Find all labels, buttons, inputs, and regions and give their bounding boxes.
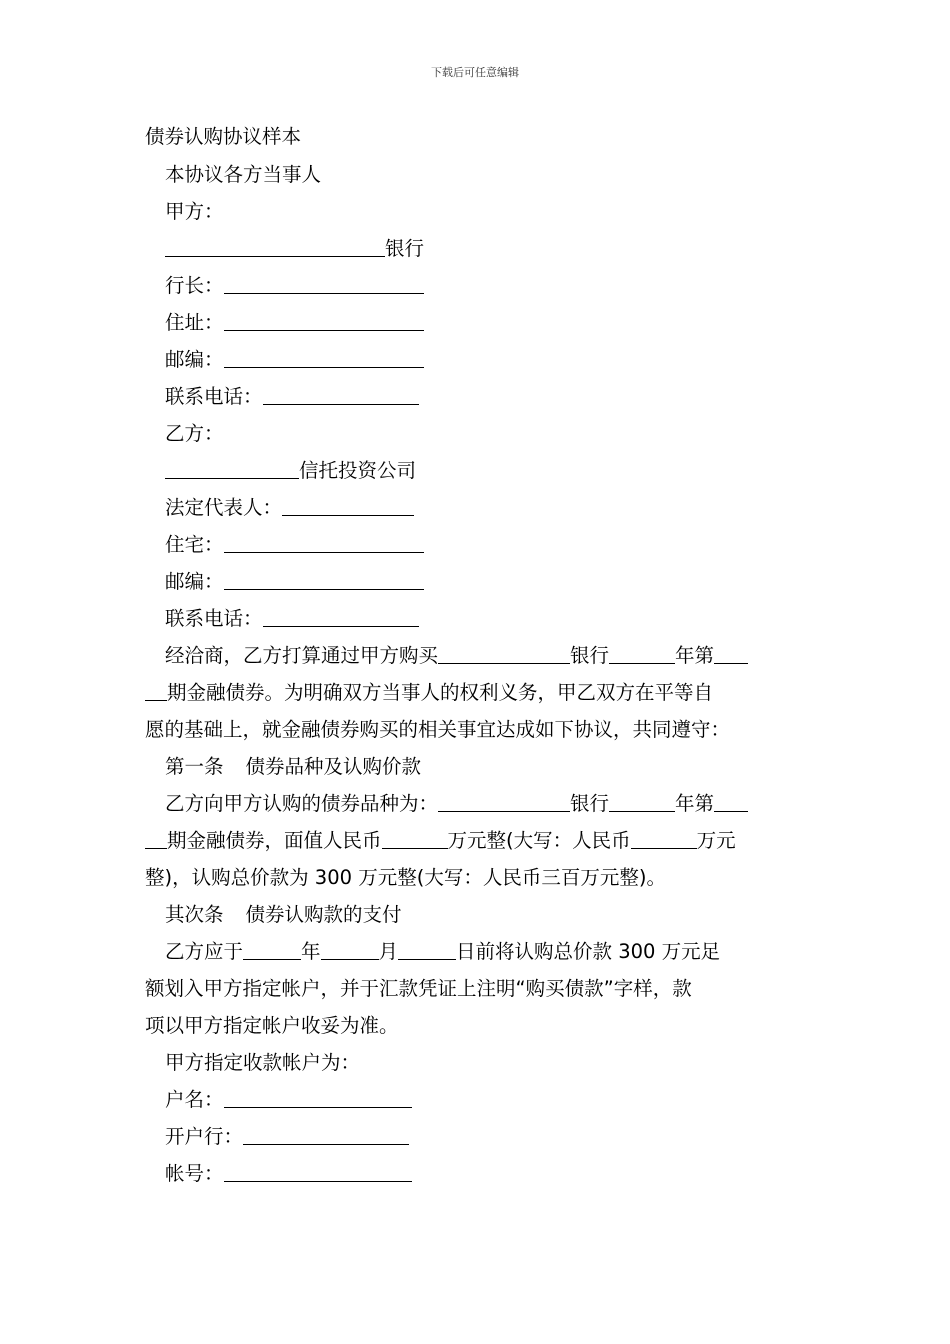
president-label: 行长：: [165, 274, 224, 297]
intro-line-1: [145, 637, 807, 674]
article-text: 日前将认购总价款 300 万元足: [456, 940, 721, 963]
face-value-blank[interactable]: [382, 826, 448, 849]
article-2-line-1: [145, 933, 807, 970]
document-title: 债券认购协议样本: [145, 125, 302, 148]
account-bank-line: [145, 1118, 807, 1155]
article-text: 银行: [570, 792, 610, 815]
president-blank[interactable]: [224, 271, 424, 294]
article-title: 债券品种及认购价款: [245, 755, 422, 778]
bank-blank[interactable]: [438, 789, 570, 812]
residence-label: 住宅：: [165, 533, 224, 556]
article-text: 年第: [675, 792, 715, 815]
phone-label: 联系电话：: [165, 385, 263, 408]
party-a-president-line: [145, 267, 807, 304]
account-number-line: [145, 1155, 807, 1192]
account-number-label: 帐号：: [165, 1162, 224, 1185]
article-1-line-3: 整)，认购总价款为 300 万元整(大写：人民币三百万元整)。: [145, 866, 666, 889]
article-2-line-2: 额划入甲方指定帐户，并于汇款凭证上注明“购买债款”字样，款: [145, 977, 692, 1000]
account-number-blank[interactable]: [224, 1159, 412, 1182]
article-text: 乙方应于: [165, 940, 244, 963]
company-suffix: 信托投资公司: [299, 459, 417, 482]
phone-blank[interactable]: [263, 604, 419, 627]
company-name-blank[interactable]: [165, 456, 299, 479]
legal-rep-label: 法定代表人：: [165, 496, 283, 519]
year-blank[interactable]: [243, 937, 301, 960]
postcode-label: 邮编：: [165, 570, 224, 593]
postcode-blank[interactable]: [224, 567, 424, 590]
article-text: 万元整(大写：人民币: [447, 829, 631, 852]
address-blank[interactable]: [224, 308, 424, 331]
intro-line-3: 愿的基础上，就金融债券购买的相关事宜达成如下协议，共同遵守：: [145, 718, 731, 741]
face-value-words-blank[interactable]: [631, 826, 697, 849]
intro-text: 经洽商，乙方打算通过甲方购买: [165, 644, 439, 667]
party-b-legal-rep-line: [145, 489, 807, 526]
month-blank[interactable]: [321, 937, 379, 960]
article-2-heading: [145, 896, 807, 933]
phone-label: 联系电话：: [165, 607, 263, 630]
intro-text: 期金融债券。为明确双方当事人的权利义务，甲乙双方在平等自: [167, 681, 714, 704]
parties-heading: 本协议各方当事人: [165, 163, 322, 186]
article-text: 期金融债券，面值人民币: [167, 829, 382, 852]
year-blank[interactable]: [609, 789, 675, 812]
account-name-line: [145, 1081, 807, 1118]
address-label: 住址：: [165, 311, 224, 334]
intro-text: 年第: [675, 644, 715, 667]
postcode-label: 邮编：: [165, 348, 224, 371]
issue-blank[interactable]: [714, 641, 748, 664]
article-text: 万元: [696, 829, 736, 852]
article-title: 债券认购款的支付: [245, 903, 402, 926]
account-name-blank[interactable]: [224, 1085, 412, 1108]
article-text: 月: [378, 940, 399, 963]
residence-blank[interactable]: [224, 530, 424, 553]
intro-line-2: [145, 674, 807, 711]
party-a-bank-line: [145, 230, 807, 267]
intro-text: 银行: [570, 644, 610, 667]
party-b-phone-line: [145, 600, 807, 637]
bank-suffix: 银行: [385, 237, 425, 260]
agreement-document: [145, 118, 807, 1192]
page-header-note: 下载后可任意编辑: [431, 66, 519, 79]
issue-blank-cont[interactable]: [145, 826, 167, 849]
party-a-address-line: [145, 304, 807, 341]
phone-blank[interactable]: [263, 382, 419, 405]
party-b-company-line: [145, 452, 807, 489]
account-name-label: 户名：: [165, 1088, 224, 1111]
account-bank-label: 开户行：: [165, 1125, 244, 1148]
issue-blank[interactable]: [714, 789, 748, 812]
account-bank-blank[interactable]: [243, 1122, 409, 1145]
article-text: 乙方向甲方认购的债券品种为：: [165, 792, 439, 815]
bank-name-blank[interactable]: [165, 234, 385, 257]
party-a-label: 甲方：: [165, 200, 224, 223]
account-heading: 甲方指定收款帐户为：: [165, 1051, 361, 1074]
year-blank[interactable]: [609, 641, 675, 664]
article-number: 第一条: [165, 755, 224, 778]
article-text: 年: [301, 940, 321, 963]
article-1-line-2: [145, 822, 807, 859]
article-1-line-1: [145, 785, 807, 822]
bank-blank[interactable]: [438, 641, 570, 664]
legal-rep-blank[interactable]: [282, 493, 414, 516]
issue-blank-cont[interactable]: [145, 678, 167, 701]
party-a-phone-line: [145, 378, 807, 415]
party-b-postcode-line: [145, 563, 807, 600]
party-b-residence-line: [145, 526, 807, 563]
postcode-blank[interactable]: [224, 345, 424, 368]
party-b-label: 乙方：: [165, 422, 224, 445]
day-blank[interactable]: [398, 937, 456, 960]
article-2-line-3: 项以甲方指定帐户收妥为准。: [145, 1014, 399, 1037]
article-number: 其次条: [165, 903, 224, 926]
party-a-postcode-line: [145, 341, 807, 378]
article-1-heading: [145, 748, 807, 785]
